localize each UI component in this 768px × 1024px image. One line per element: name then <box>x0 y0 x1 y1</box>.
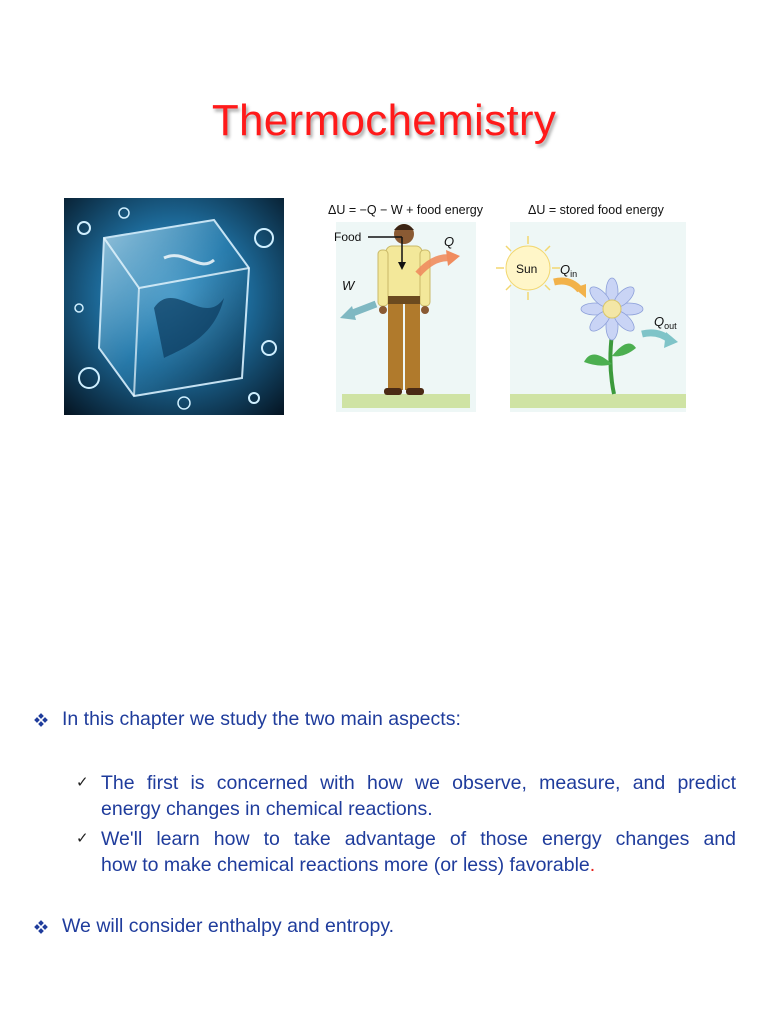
left-ground <box>342 394 470 408</box>
bullet-text: We will consider enthalpy and entropy. <box>62 915 395 937</box>
check-icon: ✓ <box>76 774 89 791</box>
sub-bullet-line: how to make chemical reactions more (or less) favorable <box>101 854 590 876</box>
w-label: W <box>342 278 355 293</box>
diamond-bullet-icon <box>34 713 48 727</box>
qin-label: Q <box>560 262 571 277</box>
left-equation: ΔU = −Q − W + food energy <box>328 203 483 217</box>
sub-bullet-line: We'll learn how to take advantage of those energy changes and <box>101 828 736 850</box>
energy-diagram <box>322 196 692 420</box>
qout-sub: out <box>664 321 677 331</box>
ice-cube-image <box>64 198 284 415</box>
sun-label: Sun <box>516 262 538 276</box>
sub-bullet-line: energy changes in chemical reactions. <box>101 798 433 820</box>
food-label: Food <box>334 230 362 244</box>
diamond-bullet-icon <box>34 920 48 934</box>
red-period: . <box>589 854 596 876</box>
sub-bullet-line: The first is concerned with how we observe, measure, and predict <box>101 772 736 794</box>
bullet-text: In this chapter we study the two main aspects: <box>62 708 461 730</box>
page-title: Thermochemistry <box>211 96 557 145</box>
qin-sub: in <box>570 269 578 279</box>
qout-label: Q <box>654 314 665 329</box>
check-icon: ✓ <box>76 830 89 847</box>
right-equation: ΔU = stored food energy <box>528 203 664 217</box>
q-label: Q <box>444 234 455 249</box>
right-ground <box>510 394 686 408</box>
